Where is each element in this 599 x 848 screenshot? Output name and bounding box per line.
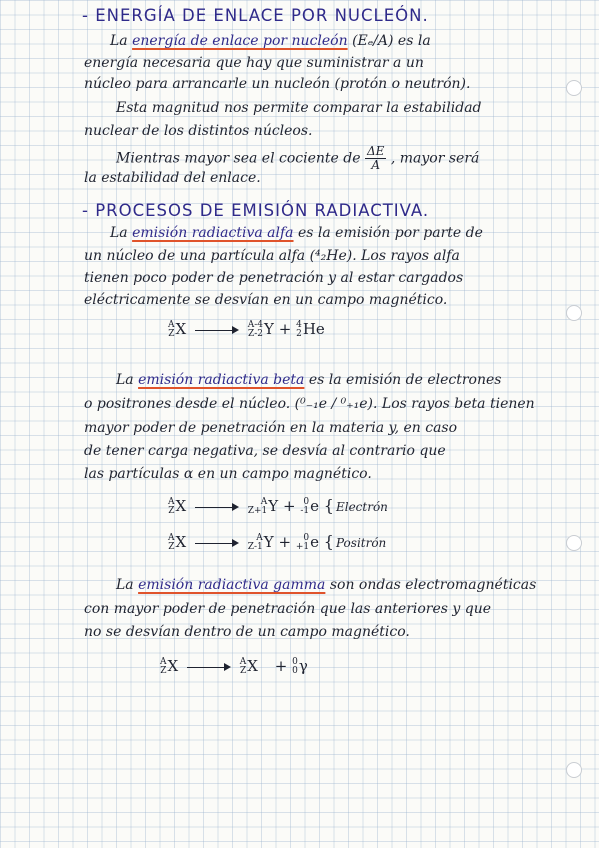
- text-line: Mientras mayor sea el cociente de $\frac{\Delta E}{A}$ , mayor será: [116, 144, 480, 173]
- brace-icon: {: [323, 496, 334, 515]
- text-line: las partículas α en un campo magnético.: [84, 466, 372, 482]
- highlighted-term: energía de enlace por nucleón: [132, 33, 348, 49]
- text-line: La energía de enlace por nucleón (Eₑ/A) es la: [110, 33, 431, 49]
- text-line: eléctricamente se desvían en un campo magnético.: [84, 292, 448, 308]
- text-line: o positrones desde el núcleo. (⁰₋₁e / ⁰₊₁e). Los rayos beta tienen: [84, 396, 535, 412]
- text-line: de tener carga negativa, se desvía al contrario que: [84, 443, 446, 459]
- binder-hole: [566, 80, 582, 96]
- text-line: mayor poder de penetración en la materia y, en caso: [84, 420, 458, 436]
- section-heading-binding-energy: - ENERGÍA DE ENLACE POR NUCLEÓN.: [82, 6, 429, 25]
- text-line: Esta magnitud nos permite comparar la estabilidad: [116, 100, 482, 116]
- text-line: no se desvían dentro de un campo magnético.: [84, 624, 410, 640]
- binder-hole: [566, 535, 582, 551]
- text-line: con mayor poder de penetración que las anteriores y que: [84, 601, 492, 617]
- section-heading-radioactive-emission: - PROCESOS DE EMISIÓN RADIACTIVA.: [82, 201, 430, 220]
- text-line: La emisión radiactiva beta es la emisión de electrones: [116, 372, 502, 388]
- brace-icon: {: [323, 532, 334, 551]
- binder-hole: [566, 305, 582, 321]
- beta-minus-equation: A Z X A Z+1 Y + 0 -1 e { Electrón: [168, 496, 388, 516]
- text-line: La emisión radiactiva gamma son ondas electromagnéticas: [116, 577, 537, 593]
- highlighted-term: emisión radiactiva beta: [138, 372, 305, 388]
- fraction-delta-e-over-a: $\frac{\Delta E}{A}$: [366, 144, 385, 173]
- positron-label: Positrón: [335, 536, 387, 550]
- text-line: la estabilidad del enlace.: [84, 170, 261, 186]
- alpha-decay-equation: A Z X A-4 Z-2 Y + 4 2 He: [168, 319, 325, 339]
- beta-plus-equation: A Z X A Z-1 Y + 0 +1 e { Positrón: [168, 532, 387, 552]
- highlighted-term: emisión radiactiva gamma: [138, 577, 326, 593]
- text-line: un núcleo de una partícula alfa (⁴₂He). Los rayos alfa: [84, 248, 460, 264]
- highlighted-term: emisión radiactiva alfa: [132, 225, 294, 241]
- electron-label: Electrón: [335, 500, 388, 514]
- text-line: nuclear de los distintos núcleos.: [84, 123, 313, 139]
- text-line: energía necesaria que hay que suministrar a un: [84, 55, 424, 71]
- gamma-decay-equation: A Z X A Z X + 0 0 γ: [160, 656, 308, 676]
- binder-hole: [566, 762, 582, 778]
- text-line: núcleo para arrancarle un nucleón (protón o neutrón).: [84, 76, 471, 92]
- text-line: La emisión radiactiva alfa es la emisión por parte de: [110, 225, 483, 241]
- text-line: tienen poco poder de penetración y al estar cargados: [84, 270, 464, 286]
